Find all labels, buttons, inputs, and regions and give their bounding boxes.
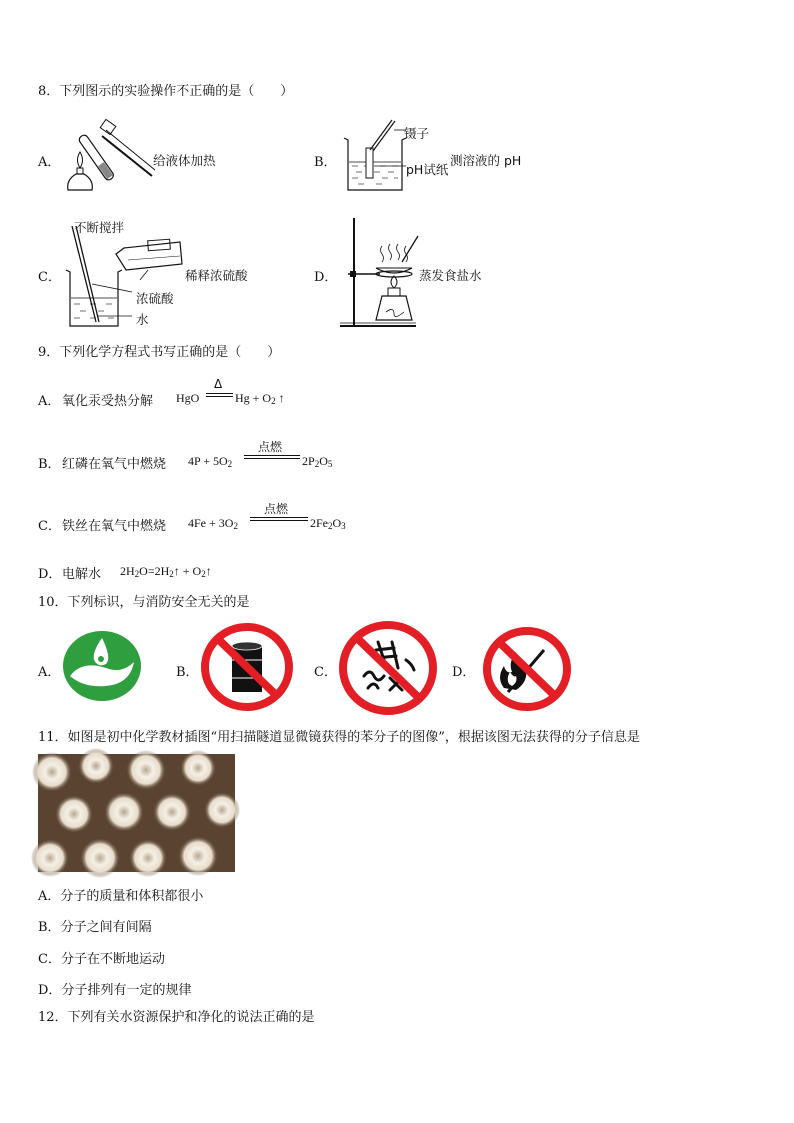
q9d-text: 电解水 [62, 567, 102, 582]
q8b-paper-label: pH试纸 [406, 162, 449, 177]
q8-option-d-letter[interactable]: D． [314, 270, 338, 285]
q8d-label: 蒸发食盐水 [419, 268, 482, 283]
q8-option-a-letter[interactable]: A． [38, 155, 61, 170]
q9a-product: $Hg + O_2$ ↑ [235, 391, 285, 406]
q9-stem: 9．下列化学方程式书写正确的是（ ） [38, 345, 281, 360]
q8a-label: 给液体加热 [153, 153, 216, 168]
q9-option-a-letter[interactable]: A． [38, 394, 61, 409]
q9a-reactant: HgO [176, 391, 200, 405]
q9c-condition: 点燃 [264, 502, 289, 516]
q9a-condition: Δ [214, 377, 223, 391]
q9a-arrow-bar-2 [206, 396, 233, 397]
q9c-reactants: $4Fe + 3O_2$ [188, 516, 238, 531]
q10-stem: 10．下列标识，与消防安全无关的是 [38, 595, 250, 610]
q8c-stir-label: 不断搅拌 [74, 220, 125, 235]
evaporation-figure [336, 216, 426, 332]
q11-option-a[interactable]: A．分子的质量和体积都很小 [38, 889, 204, 904]
q8c-dilute-label: 稀释浓硫酸 [185, 268, 248, 283]
q11-option-c[interactable]: C．分子在不断地运动 [38, 952, 165, 967]
no-oil-drum-sign [200, 622, 294, 712]
q10-option-d-letter[interactable]: D． [452, 665, 476, 680]
q8b-test-label: 测溶液的 pH [450, 153, 522, 168]
q9b-arrow-bar-2 [244, 458, 300, 459]
q8c-acid-label: 浓硫酸 [136, 291, 174, 306]
heating-test-tube-figure [62, 116, 162, 196]
no-burning-sign [338, 620, 438, 716]
q9b-reactants: $4P + 5O_2$ [188, 454, 233, 469]
q8-stem: 8．下列图示的实验操作不正确的是（ ） [38, 84, 294, 99]
q8-option-c-letter[interactable]: C． [38, 270, 61, 285]
q10-option-b-letter[interactable]: B． [176, 665, 199, 680]
q11-option-b[interactable]: B．分子之间有间隔 [38, 920, 152, 935]
q8c-water-label: 水 [136, 312, 149, 327]
q9b-condition: 点燃 [258, 440, 283, 454]
q9a-text: 氧化汞受热分解 [62, 394, 154, 409]
q9c-arrow-bar [250, 517, 308, 518]
q9b-product: $2P_2O_5$ [302, 454, 333, 469]
q11-stem: 11．如图是初中化学教材插图“用扫描隧道显微镜获得的苯分子的图像”，根据该图无法获得的分子信息是 [38, 730, 640, 745]
benzene-stm-image [38, 754, 235, 872]
q9-option-b-letter[interactable]: B． [38, 457, 61, 472]
q11-option-d[interactable]: D．分子排列有一定的规律 [38, 983, 192, 998]
q9b-text: 红磷在氧气中燃烧 [62, 457, 167, 472]
q12-stem: 12．下列有关水资源保护和净化的说法正确的是 [38, 1010, 315, 1025]
q8b-tweezers-label: 镊子 [404, 126, 430, 141]
no-matches-sign [482, 626, 572, 712]
q9b-arrow-bar [244, 455, 300, 456]
q8-option-b-letter[interactable]: B． [314, 155, 337, 170]
q9-option-c-letter[interactable]: C． [38, 519, 61, 534]
q10-option-a-letter[interactable]: A． [38, 665, 61, 680]
q10-option-c-letter[interactable]: C． [314, 665, 337, 680]
q9a-arrow-bar [206, 393, 233, 394]
q9-option-d-letter[interactable]: D． [38, 567, 62, 582]
water-saving-sign [62, 630, 142, 702]
q9d-equation: $2H_2O=2H_2↑$ + $O_2↑$ [120, 564, 212, 579]
q9c-product: $2Fe_2O_3$ [310, 516, 346, 531]
q9c-arrow-bar-2 [250, 520, 308, 521]
q9c-text: 铁丝在氧气中燃烧 [62, 519, 167, 534]
